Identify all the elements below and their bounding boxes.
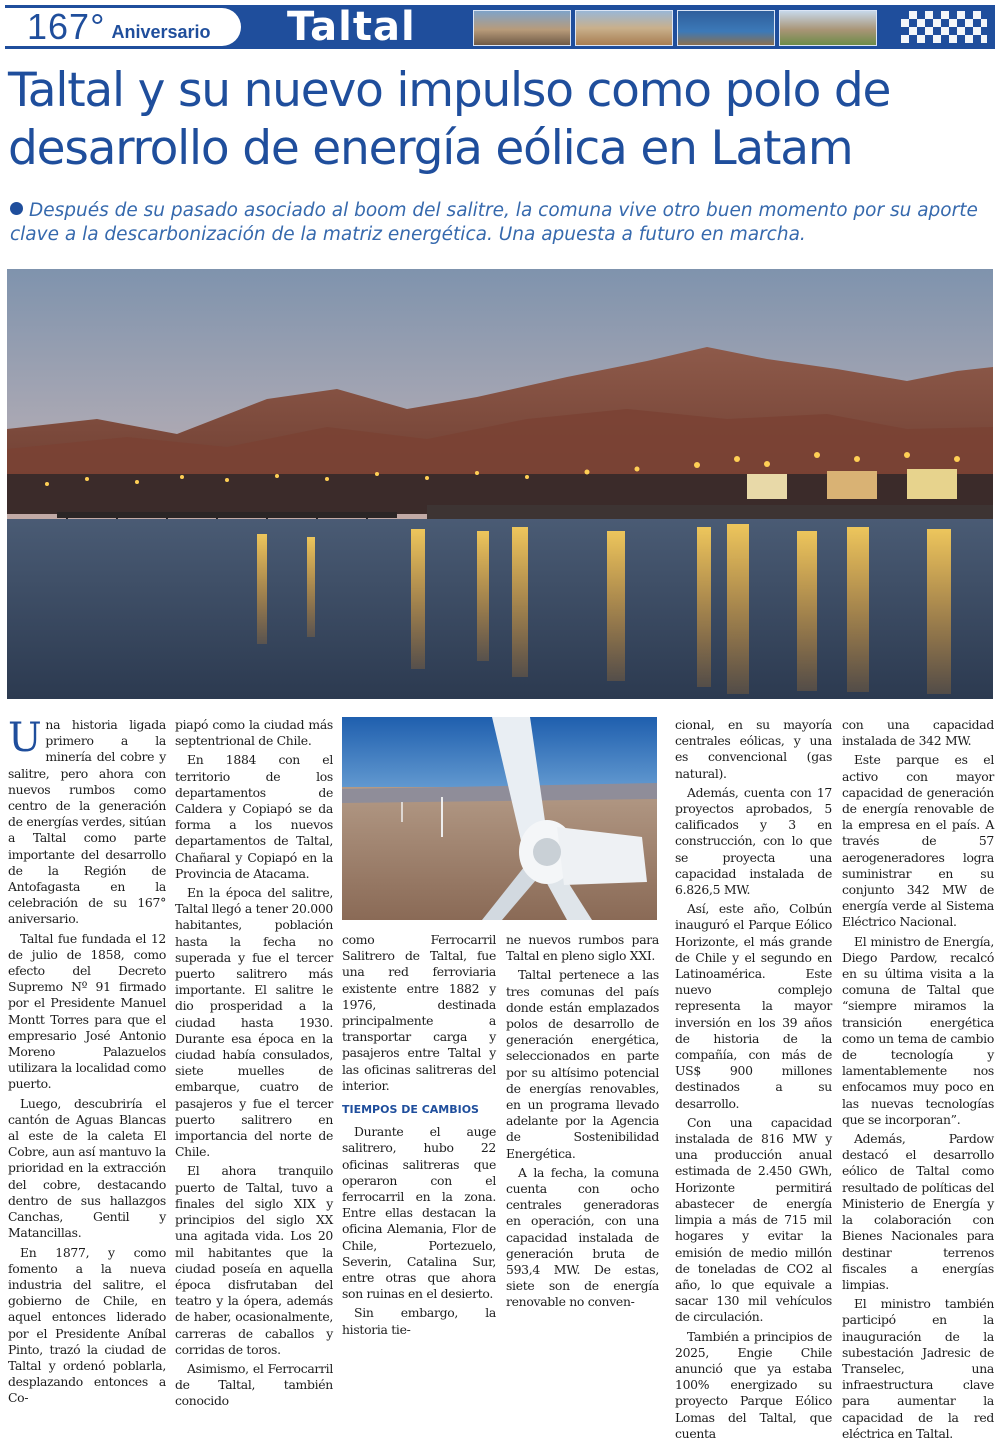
text-column-5 <box>675 717 832 1445</box>
drop-cap: U <box>8 715 42 761</box>
paragraph: En 1884 con el territorio de los departamentos de Caldera y Copiapó se da forma a los nuevos departamentos de Taltal, Chañaral y Copiapó en la Provincia de Atacama. <box>175 752 333 881</box>
text-column-1 <box>8 717 166 1410</box>
paragraph: piapó como la ciudad más septentrional de Chile. <box>175 717 333 749</box>
paragraph: Sin embargo, la historia tie- <box>342 1305 496 1337</box>
paragraph: Además, Pardow destacó el desarrollo eólico de Taltal como resultado de políticas del Ministerio de Energía y la colaboración con Bienes Nacionales para destinar terrenos fiscales a energías limpias. <box>842 1131 994 1292</box>
deck <box>10 199 990 247</box>
paragraph: En 1877, y como fomento a la nueva industria del salitre, el gobierno de Chile, en aquel entonces liderado por el Presidente Aníbal Pinto, trazó la ciudad de Taltal y ordenó poblarla, desplazando entonces a Co- <box>8 1244 166 1406</box>
paragraph: También a principios de 2025, Engie Chile anunció que ya estaba 100% energizado su proyecto Parque Eólico Lomas del Taltal, que cuenta <box>675 1328 832 1441</box>
paragraph: El ahora tranquilo puerto de Taltal, tuvo a finales del siglo XIX y principios del siglo XX una agitada vida. Los 20 mil habitantes que la ciudad poseía en aquella época disfrutaban del teatro y la ópera, además de haber, ocasionalmente, carreras de caballos y corridas de toros. <box>175 1163 333 1357</box>
banner-thumbnail <box>575 10 673 46</box>
paragraph: cional, en su mayoría centrales eólicas, y una es convencional (gas natural). <box>675 717 832 781</box>
paragraph: A la fecha, la comuna cuenta con ocho centrales generadoras en operación, con una capacidad instalada de generación bruta de 593,4 MW. De estas, siete son de energía renovable no conven- <box>506 1164 659 1310</box>
paragraph: En la época del salitre, Taltal llegó a tener 20.000 habitantes, población hasta la fecha no superada y fue el tercer puerto salitrero más importante. El salitre le dio prosperidad a la ciudad hasta 1930. Durante esa época en la ciudad había consulados, siete muelles de embarque, cuatro de pasajeros y fue el tercer puerto salitrero en importancia del norte de Chile. <box>175 885 333 1160</box>
paragraph: Asimismo, el Ferrocarril de Taltal, también conocido <box>175 1360 333 1409</box>
banner-thumbnail <box>473 10 571 46</box>
paragraph: Además, cuenta con 17 proyectos aprobados, 5 calificados y 3 en construcción, con lo que se proyecta una capacidad instalada de 6.826,5 MW. <box>675 784 832 898</box>
paragraph: ne nuevos rumbos para Taltal en pleno siglo XXI. <box>506 932 659 964</box>
main-photo <box>7 269 993 699</box>
paragraph: como Ferrocarril Salitrero de Taltal, fue una red ferroviaria existente entre 1882 y 1976, destinada principalmente a transportar carga y pasajeros entre Taltal y las oficinas salitreras del interior. <box>342 932 496 1093</box>
headline: Taltal y su nuevo impulso como polo de desarrollo de energía eólica en Latam <box>8 63 891 176</box>
anniversary-word: Aniversario <box>111 21 211 42</box>
wind-turbine-photo <box>342 717 657 920</box>
text-column-2 <box>175 717 333 1413</box>
paragraph: Taltal pertenece a las tres comunas del país donde están emplazados polos de desarrollo de generación energética, seleccionados en parte por su altísimo potencial de energías renovables, en un programa llevado adelante por la Agencia de Sostenibilidad Energética. <box>506 967 659 1161</box>
paragraph: Así, este año, Colbún inauguró el Parque Eólico Horizonte, el más grande de Chile y el segundo en Latinoamérica. Este nuevo complejo representa la mayor inversión en los 39 años de historia de la compañía, con más de US$ 900 millones destinados a su desarrollo. <box>675 901 832 1111</box>
paragraph: Con una capacidad instalada de 816 MW y una producción anual estimada de 2.450 GWh, Horizonte permitirá abastecer de energía limpia a más de 715 mil hogares y evitar la emisión de medio millón de toneladas de CO2 al año, lo que equivale a sacar 130 mil vehículos de circulación. <box>675 1114 832 1325</box>
paragraph: Luego, descubriría el cantón de Aguas Blancas al este de la caleta El Cobre, aun así mantuvo la prioridad en la extracción del cobre, destacando dentro de sus hallazgos Canchas, Gentil y Matancillas. <box>8 1095 166 1241</box>
section-banner <box>5 5 995 49</box>
paragraph: El ministro también participó en la inauguración de la subestación Jadresic de Transelec, una infraestructura clave para aumentar la capacidad de la red eléctrica en Taltal. <box>842 1296 994 1441</box>
text-column-6 <box>842 717 994 1445</box>
text-column-4 <box>506 932 659 1314</box>
deck-text: Después de su pasado asociado al boom del salitre, la comuna vive otro buen momento por su aporte clave a la descarbonización de la matriz energética. Una apuesta a futuro en marcha. <box>10 200 978 245</box>
paragraph: Una historia ligada primero a la minería del cobre y salitre, pero ahora con nuevos rumbos como centro de la generación de energías verdes, sitúan a Taltal como parte importante del desarrollo de la Región de Antofagasta en la celebración de su 167° aniversario. <box>8 715 166 927</box>
text-column-3 <box>342 932 496 1341</box>
paragraph: El ministro de Energía, Diego Pardow, recalcó en su última visita a la comuna de Taltal que “siempre miramos la transición energética como un tema de cambio de tecnología y lamentablemente nos enfocamos muy poco en las nuevas tecnologías que se incorporan”. <box>842 933 994 1127</box>
taltal-dusk-photo <box>7 269 993 699</box>
wind-turbine-image <box>342 717 657 920</box>
paragraph: Este parque es el activo con mayor capacidad de generación de energía renovable de la empresa en el país. A través de 57 aerogeneradores logra suministrar en su conjunto 342 MW de energía verde al Sistema Eléctrico Nacional. <box>842 752 994 930</box>
bullet-icon <box>10 202 23 215</box>
paragraph: Durante el auge salitrero, hubo 22 oficinas salitreras que operaron con el ferrocarril en la zona. Entre ellas destacan la oficina Alemania, Flor de Chile, Portezuelo, Severin, Catalina Sur, entre otras que ahora son ruinas en el desierto. <box>342 1124 496 1302</box>
paragraph: con una capacidad instalada de 342 MW. <box>842 717 994 749</box>
anniversary-number: 167° <box>27 6 106 47</box>
town-name: Taltal <box>287 5 416 49</box>
subheading: TIEMPOS DE CAMBIOS <box>342 1103 479 1117</box>
anniversary-badge <box>5 8 241 46</box>
banner-thumbnail <box>677 10 775 46</box>
checker-pattern <box>901 11 987 43</box>
banner-thumbnail <box>779 10 877 46</box>
paragraph: Taltal fue fundada el 12 de julio de 1858, como efecto del Decreto Supremo Nº 91 firmado por el Presidente Manuel Montt Torres para que el empresario José Antonio Moreno Palazuelos utilizara la localidad como puerto. <box>8 930 166 1092</box>
